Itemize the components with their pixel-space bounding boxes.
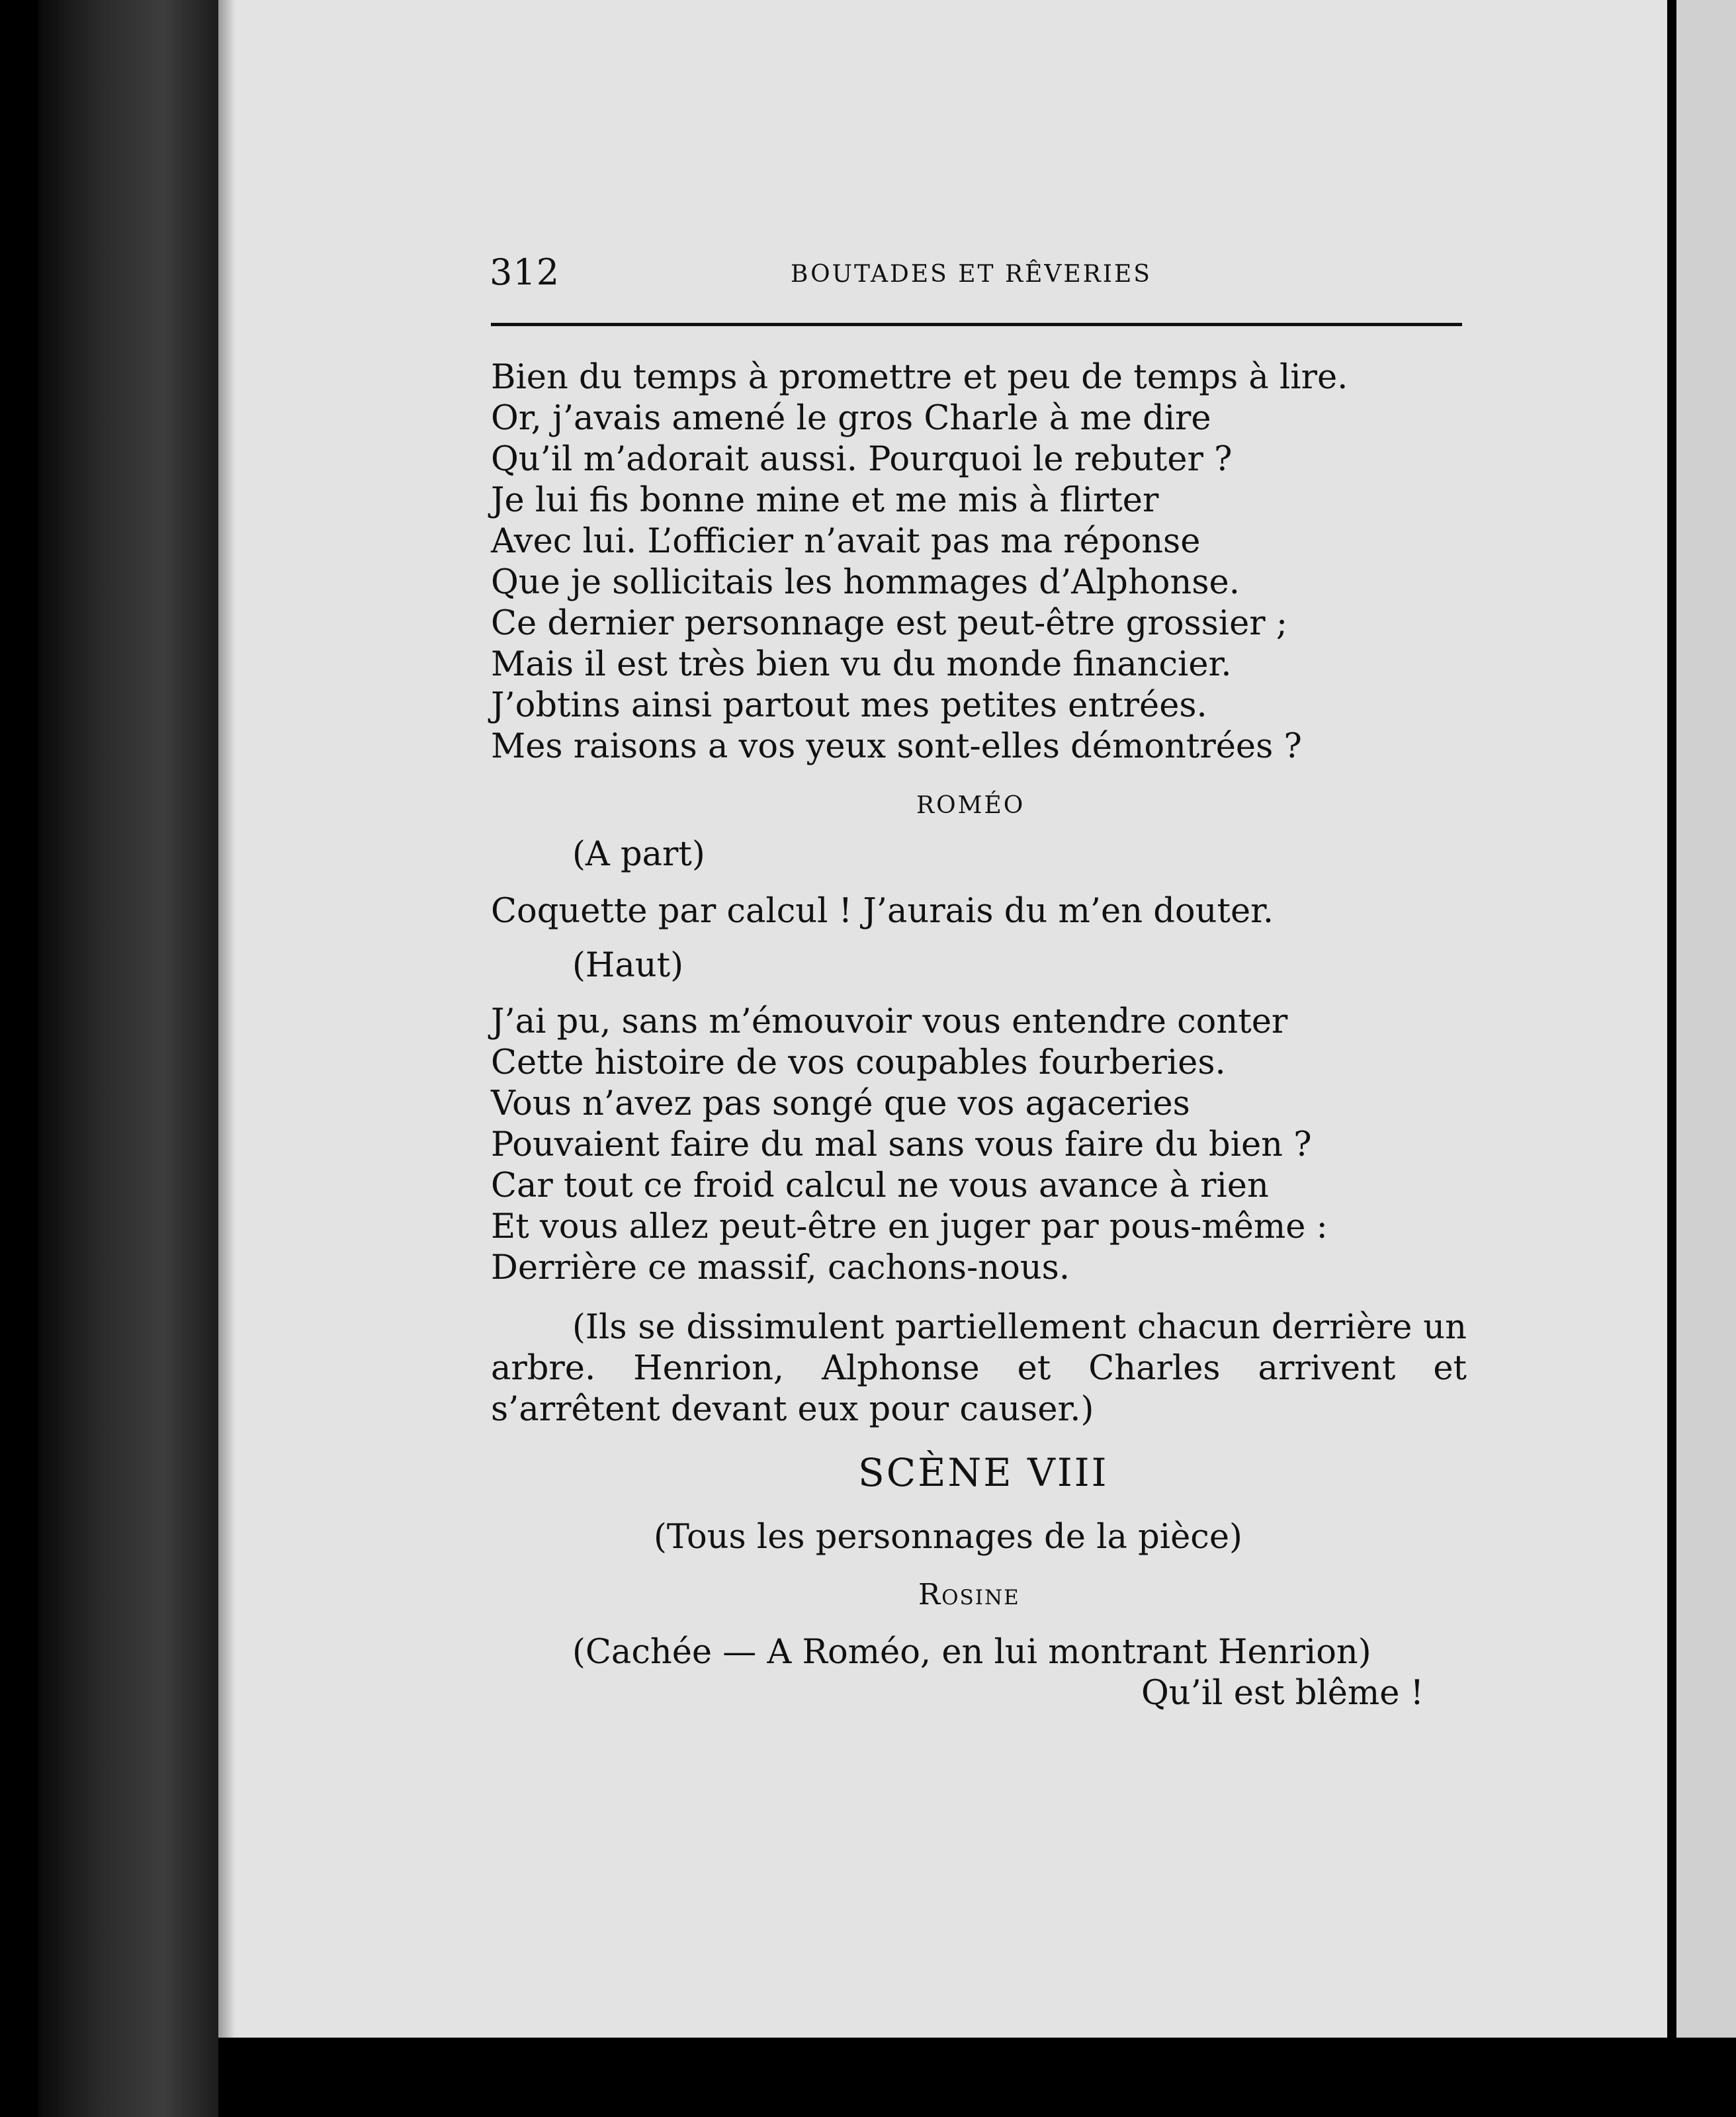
verse-line: Car tout ce froid calcul ne vous avance à rien [491, 1166, 1269, 1205]
verse-line-bleme: Qu’il est blême ! [1141, 1674, 1424, 1713]
verse-line: Avec lui. L’officier n’avait pas ma réponse [491, 522, 1201, 561]
stage-direction-block: (Ils se dissimulent partiellement chacun derrière un arbre. Henrion, Alphonse et Charles arrivent et s’arrêtent devant eux pour causer.) [491, 1308, 1467, 1429]
scene-title: SCÈNE VIII [858, 1450, 1109, 1495]
facing-page-edge [1676, 0, 1736, 2038]
verse-line-coquette: Coquette par calcul ! J’aurais du m’en douter. [491, 892, 1274, 931]
running-title: BOUTADES ET RÊVERIES [791, 261, 1152, 288]
verse-line: Derrière ce massif, cachons-nous. [491, 1248, 1070, 1287]
verse-line: Que je sollicitais les hommages d’Alphonse. [491, 563, 1240, 602]
stage-direction-cachee: (Cachée — A Roméo, en lui montrant Henrion) [572, 1633, 1371, 1672]
verse-block-1 [491, 357, 1470, 767]
speaker-name-romeo: ROMÉO [916, 792, 1025, 819]
verse-line: Ce dernier personnage est peut-être grossier ; [491, 604, 1288, 643]
verse-block-2 [491, 1002, 1470, 1289]
verse-line: Et vous allez peut-être en juger par pous-même : [491, 1207, 1328, 1246]
verse-line: Vous n’avez pas songé que vos agaceries [491, 1084, 1190, 1123]
gutter-shadow [218, 0, 236, 2038]
page-edge-divider [1667, 0, 1676, 2038]
verse-line: Mais il est très bien vu du monde financier. [491, 645, 1232, 684]
running-header [490, 251, 1462, 311]
stage-direction-haut: (Haut) [572, 946, 684, 985]
verse-line: Pouvaient faire du mal sans vous faire du bien ? [491, 1125, 1312, 1164]
verse-line: J’obtins ainsi partout mes petites entrées. [491, 686, 1207, 725]
verse-line: J’ai pu, sans m’émouvoir vous entendre conter [491, 1002, 1288, 1041]
stage-direction-apart: (A part) [572, 835, 705, 874]
verse-line: Mes raisons a vos yeux sont-elles démontrées ? [491, 727, 1302, 766]
verse-line: Je lui fis bonne mine et me mis à flirter [491, 481, 1159, 520]
book-spine [38, 0, 218, 2117]
speaker-name-rosine: Rosine [918, 1578, 1020, 1612]
verse-line: Cette histoire de vos coupables fourberies. [491, 1043, 1226, 1082]
scene-characters: (Tous les personnages de la pièce) [654, 1518, 1242, 1557]
verse-line: Qu’il m’adorait aussi. Pourquoi le rebuter ? [491, 440, 1233, 479]
page-number: 312 [490, 251, 560, 293]
verse-line: Bien du temps à promettre et peu de temps à lire. [491, 358, 1348, 397]
verse-line: Or, j’avais amené le gros Charle à me dire [491, 399, 1211, 438]
header-rule [491, 323, 1462, 326]
